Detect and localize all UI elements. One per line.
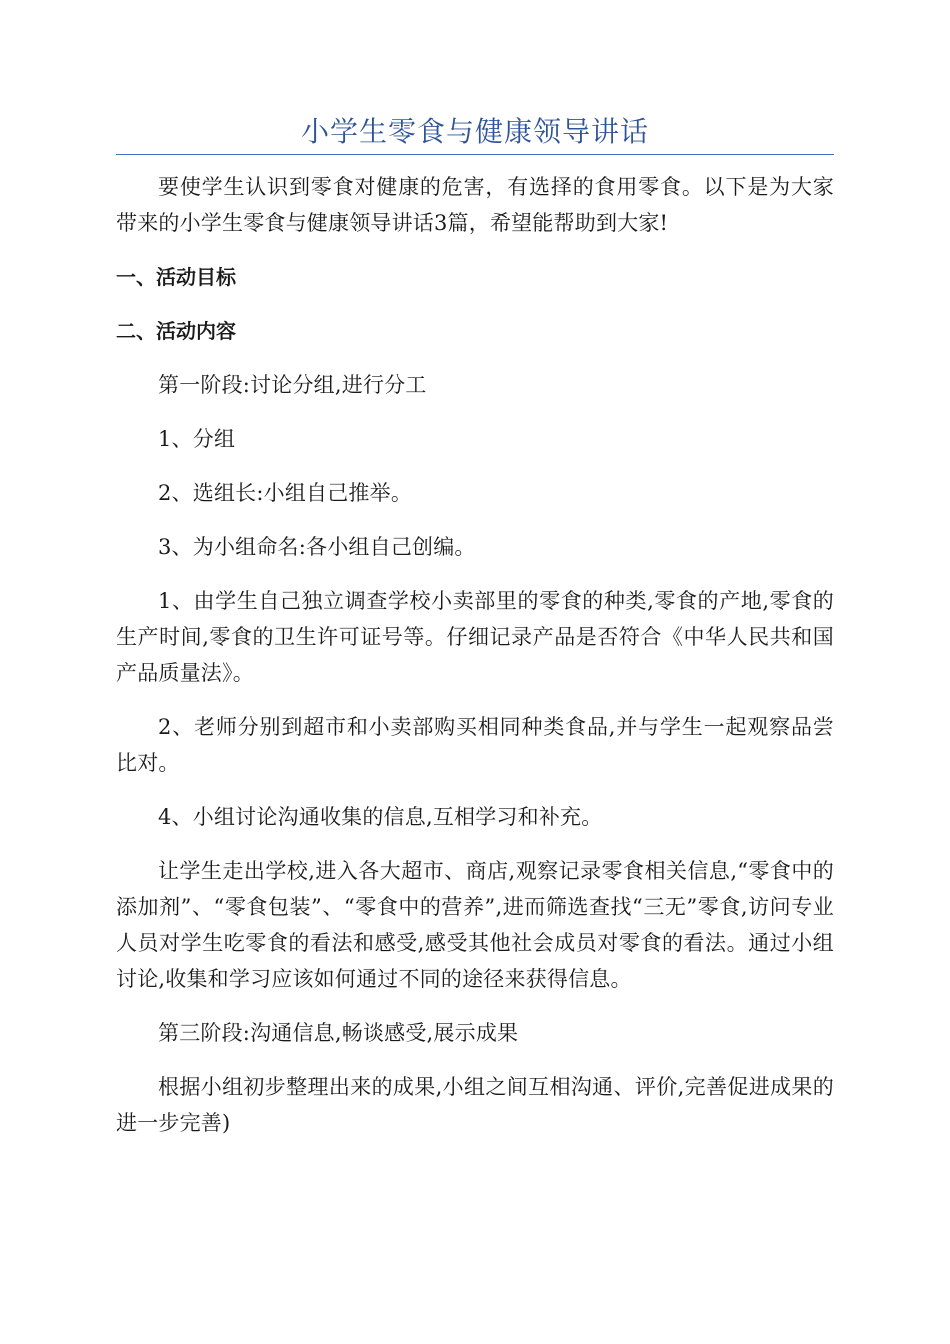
- list-item-name: 3、为小组命名:各小组自己创编。: [158, 535, 476, 559]
- list-item-leader: 2、选组长:小组自己推举。: [158, 481, 413, 505]
- section-heading-goals: 一、活动目标: [116, 265, 236, 289]
- result-paragraph: 根据小组初步整理出来的成果,小组之间互相沟通、评价,完善促进成果的进一步完善): [116, 1075, 834, 1135]
- list-item-teacher: 2、老师分别到超市和小卖部购买相同种类食品,并与学生一起观察品尝比对。: [116, 715, 834, 775]
- title-underline: [116, 154, 834, 155]
- stage-one-line: 第一阶段:讨论分组,进行分工: [158, 373, 427, 397]
- list-item-discuss: 4、小组讨论沟通收集的信息,互相学习和补充。: [158, 805, 603, 829]
- stage-three-line: 第三阶段:沟通信息,畅谈感受,展示成果: [158, 1021, 519, 1045]
- intro-paragraph: 要使学生认识到零食对健康的危害，有选择的食用零食。以下是为大家带来的小学生零食与健康领导讲话3篇，希望能帮助到大家!: [116, 175, 834, 235]
- outside-activity-paragraph: 让学生走出学校,进入各大超市、商店,观察记录零食相关信息,“零食中的添加剂”、“零食包装”、“零食中的营养”,进而筛选查找“三无”零食,访问专业人员对学生吃零食的看法和感受,感受其他社会成员对零食的看法。通过小组讨论,收集和学习应该如何通过不同的途径来获得信息。: [116, 859, 834, 991]
- document-page: [116, 112, 834, 1159]
- list-item-group: 1、分组: [158, 427, 236, 451]
- document-title: 小学生零食与健康领导讲话: [300, 115, 649, 148]
- list-item-survey: 1、由学生自己独立调查学校小卖部里的零食的种类,零食的产地,零食的生产时间,零食的卫生许可证号等。仔细记录产品是否符合《中华人民共和国产品质量法》。: [116, 589, 834, 685]
- section-heading-content: 二、活动内容: [116, 319, 236, 343]
